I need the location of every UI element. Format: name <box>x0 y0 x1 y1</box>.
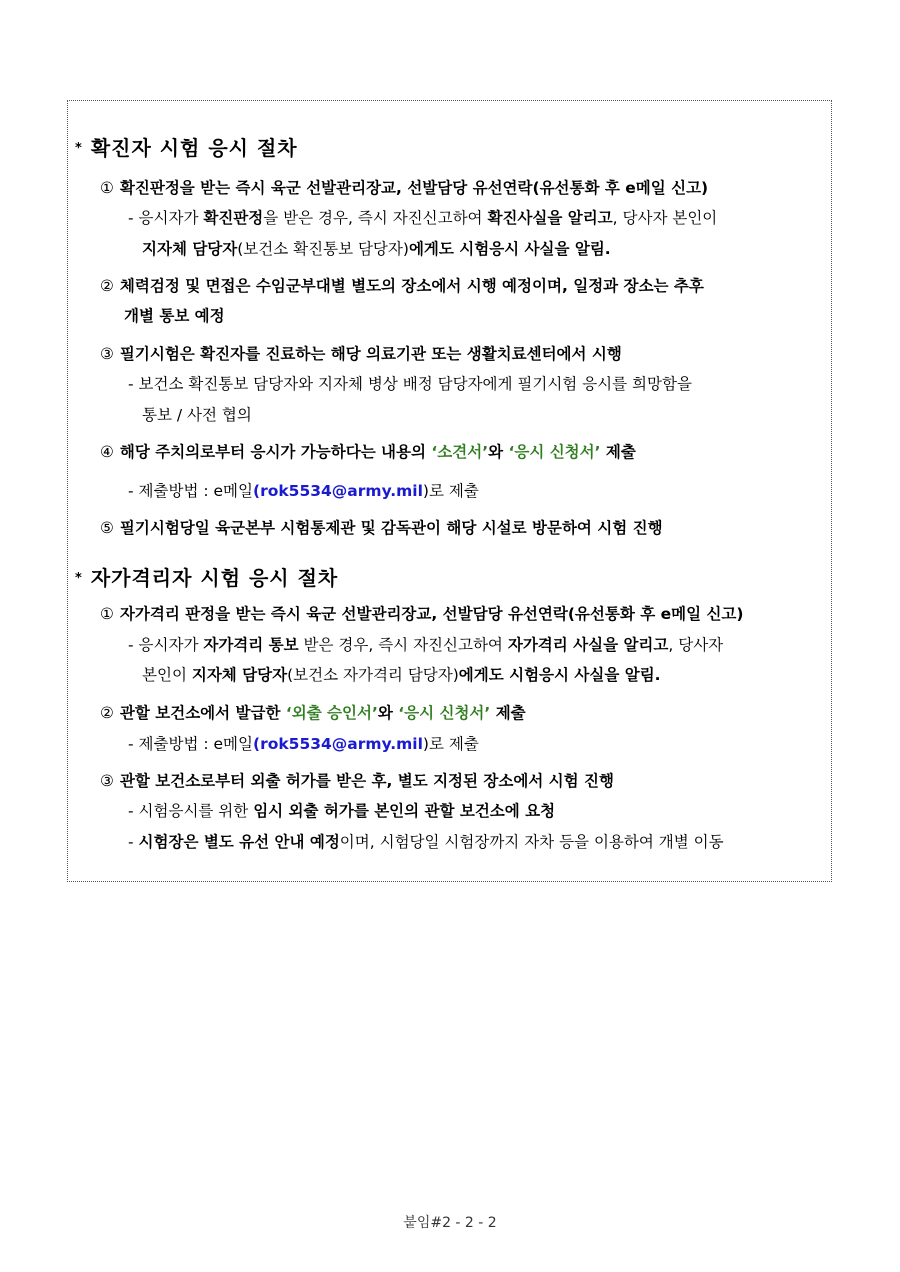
page-footer: 붙임#2 - 2 - 2 <box>403 1215 497 1231</box>
s1-item4-sub: - 제출방법 : e메일(rok5534@army.mil)로 제출 <box>128 482 479 500</box>
s1-item5: ⑤ 필기시험당일 육군본부 시험통제관 및 감독관이 해당 시설로 방문하여 시험 진행 <box>100 519 663 537</box>
s1-item4: ④ 해당 주치의로부터 응시가 가능하다는 내용의 ‘소견서’와 ‘응시 신청서’ 제출 <box>100 443 636 461</box>
s2-item3-sub1: - 시험응시를 위한 임시 외출 허가를 본인의 관할 보건소에 요청 <box>128 802 556 820</box>
s1-item3: ③ 필기시험은 확진자를 진료하는 해당 의료기관 또는 생활치료센터에서 시행 <box>100 345 622 363</box>
s1-item3-sub2: 통보 / 사전 협의 <box>142 406 252 424</box>
s1-item1-sub2: 지자체 담당자(보건소 확진통보 담당자)에게도 시험응시 사실을 알림. <box>142 240 611 258</box>
s2-item1-sub1: - 응시자가 자가격리 통보 받은 경우, 즉시 자진신고하여 자가격리 사실을 알리고, 당사자 <box>128 636 724 654</box>
section1-bullet: * <box>75 141 83 156</box>
section1-title: * 확진자 시험 응시 절차 <box>75 136 298 160</box>
s2-item3: ③ 관할 보건소로부터 외출 허가를 받은 후, 별도 지정된 장소에서 시험 진행 <box>100 772 614 790</box>
section2-title: * 자가격리자 시험 응시 절차 <box>75 566 339 590</box>
s2-item3-sub2: - 시험장은 별도 유선 안내 예정이며, 시험당일 시험장까지 자차 등을 이용하여 개별 이동 <box>128 833 724 851</box>
s1-item1-sub1: - 응시자가 확진판정을 받은 경우, 즉시 자진신고하여 확진사실을 알리고, 당사자 본인이 <box>128 209 718 227</box>
s2-item2-sub: - 제출방법 : e메일(rok5534@army.mil)로 제출 <box>128 735 479 753</box>
s1-item3-sub1: - 보건소 확진통보 담당자와 지자체 병상 배정 담당자에게 필기시험 응시를 희망함을 <box>128 375 692 393</box>
section2-bullet: * <box>75 571 83 586</box>
email-link[interactable]: (rok5534@army.mil <box>252 735 423 753</box>
s2-item1-sub2: 본인이 지자체 담당자(보건소 자가격리 담당자)에게도 시험응시 사실을 알림. <box>142 666 661 684</box>
s1-item1: ① 확진판정을 받는 즉시 육군 선발관리장교, 선발담당 유선연락(유선통화 후 e메일 신고) <box>100 179 709 197</box>
s1-item2: ② 체력검정 및 면접은 수임군부대별 별도의 장소에서 시행 예정이며, 일정과 장소는 추후 <box>100 277 704 295</box>
s2-item1: ① 자가격리 판정을 받는 즉시 육군 선발관리장교, 선발담당 유선연락(유선통화 후 e메일 신고) <box>100 605 744 623</box>
s2-item2: ② 관할 보건소에서 발급한 ‘외출 승인서’와 ‘응시 신청서’ 제출 <box>100 704 526 722</box>
s1-item2-line2: 개별 통보 예정 <box>124 307 225 325</box>
email-link[interactable]: (rok5534@army.mil <box>252 482 423 500</box>
